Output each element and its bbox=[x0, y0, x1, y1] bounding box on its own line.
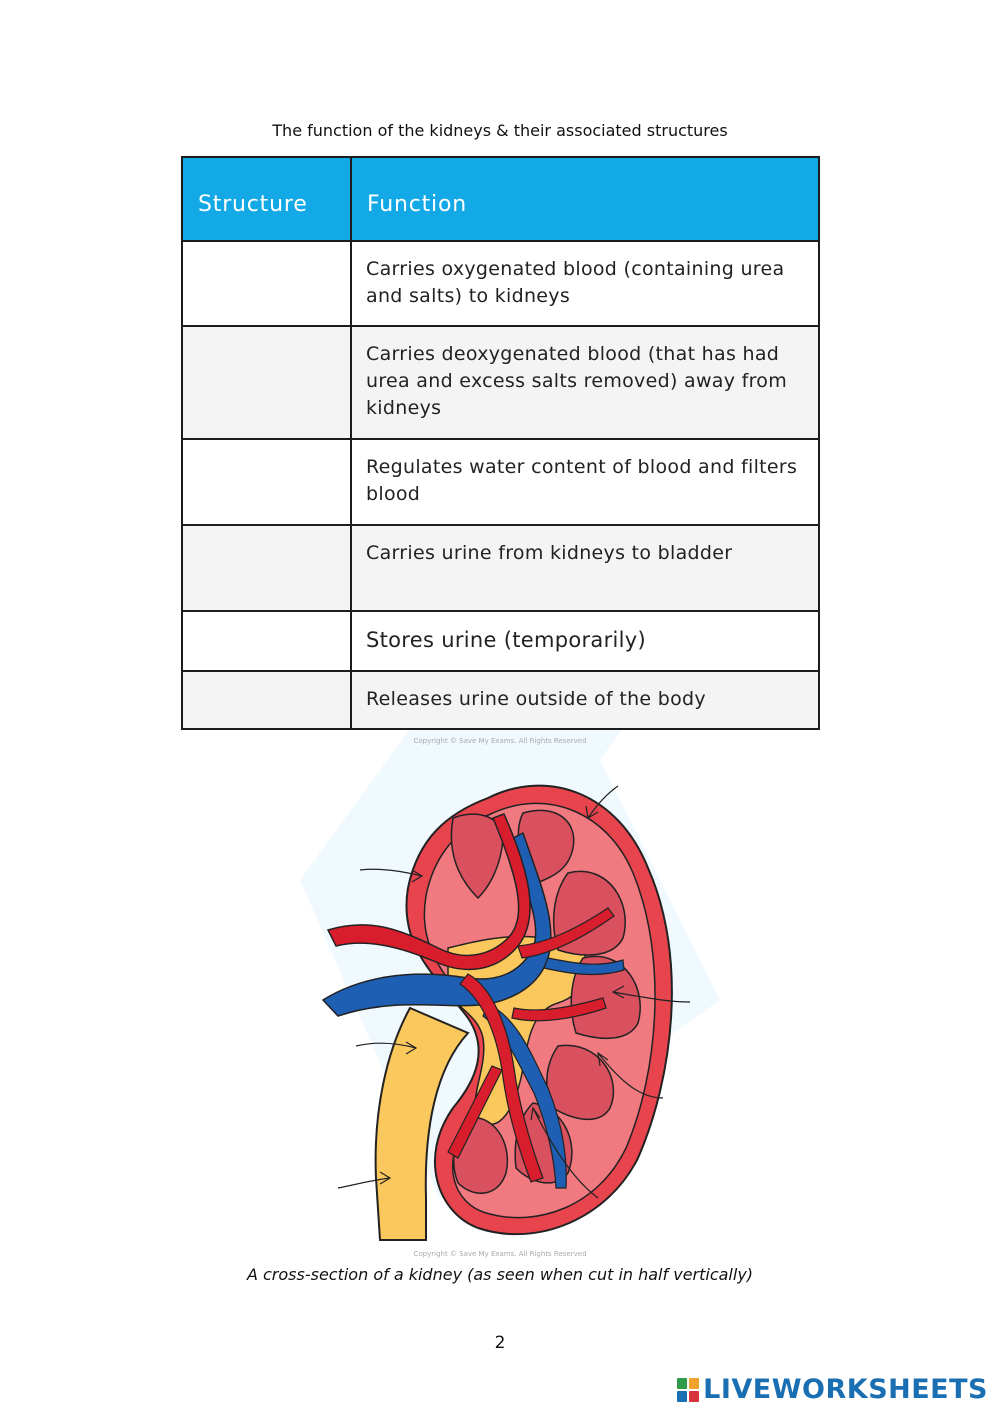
table-row bbox=[183, 240, 818, 325]
table-row bbox=[183, 670, 818, 728]
function-cell: Carries oxygenated blood (containing urea and salts) to kidneys bbox=[366, 258, 785, 307]
diagram-copyright: Copyright © Save My Exams. All Rights Reserved bbox=[413, 1250, 587, 1258]
table-copyright: Copyright © Save My Exams. All Rights Reserved bbox=[413, 737, 587, 745]
table-header-row bbox=[183, 158, 818, 240]
function-cell: Carries urine from kidneys to bladder bbox=[366, 542, 733, 564]
liveworksheets-brand[interactable] bbox=[677, 1374, 988, 1405]
function-cell: Carries deoxygenated blood (that has had urea and excess salts removed) away from kidneys bbox=[366, 343, 788, 419]
kidney-diagram bbox=[318, 778, 698, 1248]
function-cell: Regulates water content of blood and filters blood bbox=[366, 456, 798, 505]
structure-answer-cell[interactable] bbox=[183, 242, 352, 325]
structure-answer-cell[interactable] bbox=[183, 612, 352, 670]
header-structure: Structure bbox=[183, 158, 352, 240]
function-cell: Releases urine outside of the body bbox=[366, 688, 706, 710]
header-function: Function bbox=[367, 191, 467, 217]
diagram-caption: A cross-section of a kidney (as seen when cut in half vertically) bbox=[246, 1265, 754, 1284]
structure-answer-cell[interactable] bbox=[183, 672, 352, 728]
table-row bbox=[183, 438, 818, 524]
table-title: The function of the kidneys & their associated structures bbox=[272, 121, 728, 140]
page-number: 2 bbox=[494, 1333, 506, 1353]
table-row bbox=[183, 524, 818, 610]
table-row bbox=[183, 325, 818, 438]
liveworksheets-logo-icon bbox=[677, 1378, 699, 1402]
structure-answer-cell[interactable] bbox=[183, 440, 352, 524]
function-cell: Stores urine (temporarily) bbox=[366, 628, 647, 652]
brand-name: LIVEWORKSHEETS bbox=[703, 1374, 988, 1405]
table-row bbox=[183, 610, 818, 670]
structure-answer-cell[interactable] bbox=[183, 526, 352, 610]
function-table bbox=[181, 156, 820, 730]
structure-answer-cell[interactable] bbox=[183, 327, 352, 438]
